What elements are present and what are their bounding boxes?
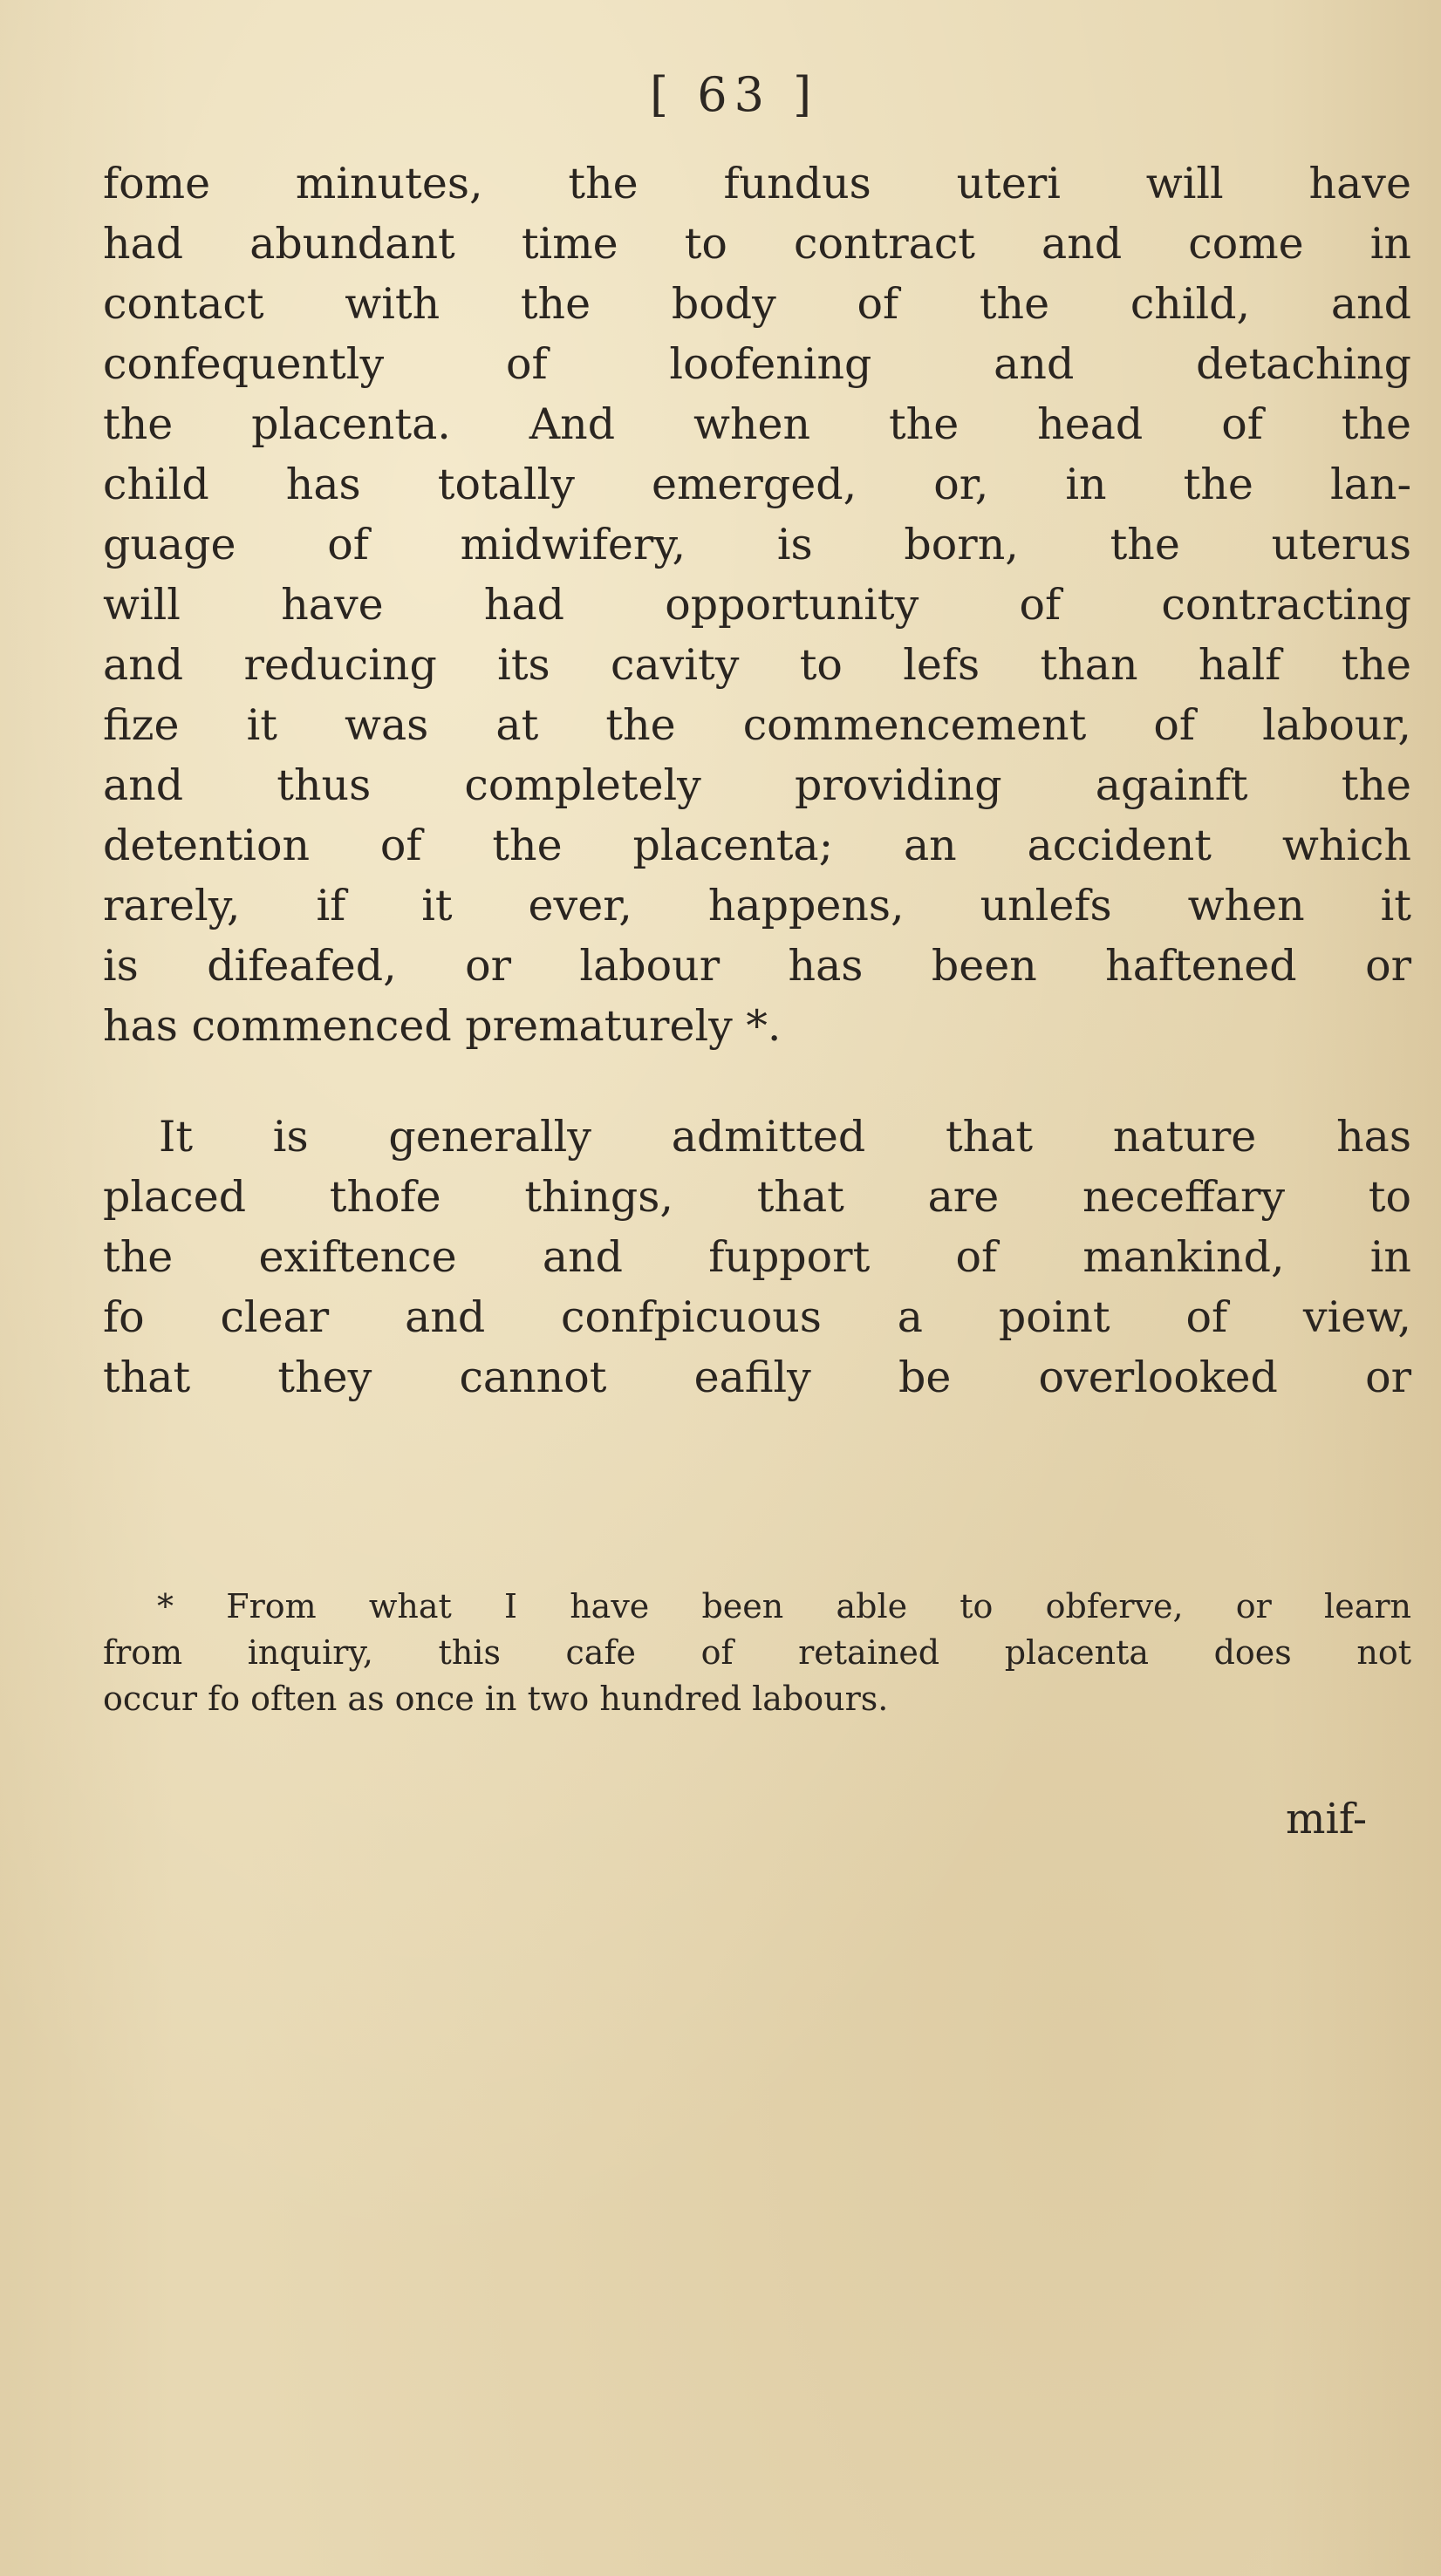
- text-line: placed thofe things, that are neceffary to: [103, 1172, 1411, 1222]
- text-line: fome minutes, the fundus uteri will have: [103, 159, 1411, 208]
- footnote-line: from inquiry, this cafe of retained placenta does not: [103, 1633, 1411, 1672]
- text-line: child has totally emerged, or, in the lan-: [103, 460, 1411, 509]
- text-line: will have had opportunity of contracting: [103, 580, 1411, 630]
- text-line: had abundant time to contract and come in: [103, 219, 1411, 269]
- paragraph-spacing: [103, 1056, 1411, 1107]
- footnote: [103, 1584, 1411, 1722]
- main-text: [103, 153, 1411, 1407]
- footnote-line: * From what I have been able to obferve, or learn: [157, 1587, 1411, 1625]
- text-line: contact with the body of the child, and: [103, 279, 1411, 329]
- text-line: fize it was at the commencement of labour,: [103, 700, 1411, 750]
- text-line: detention of the placenta; an accident which: [103, 821, 1411, 870]
- paragraph-1: [103, 153, 1411, 1056]
- text-line: that they cannot eafily be overlooked or: [103, 1353, 1411, 1402]
- text-line: It is generally admitted that nature has: [159, 1112, 1411, 1162]
- text-line: guage of midwifery, is born, the uterus: [103, 520, 1411, 569]
- text-line: and reducing its cavity to lefs than half the: [103, 640, 1411, 690]
- footnote-line: occur fo often as once in two hundred labours.: [103, 1680, 889, 1718]
- text-line: rarely, if it ever, happens, unlefs when it: [103, 881, 1411, 930]
- catchword: mif-: [1286, 1795, 1368, 1843]
- text-line: confequently of loofening and detaching: [103, 339, 1411, 389]
- text-line: and thus completely providing againft the: [103, 760, 1411, 810]
- text-line: the placenta. And when the head of the: [103, 399, 1411, 449]
- text-line: has commenced prematurely *.: [103, 1001, 782, 1051]
- page-number-header: [ 63 ]: [650, 67, 819, 122]
- text-line: the exiftence and fupport of mankind, in: [103, 1232, 1411, 1282]
- text-line: fo clear and confpicuous a point of view,: [103, 1292, 1411, 1342]
- paragraph-2: [103, 1107, 1411, 1407]
- text-line: is difeafed, or labour has been haftened or: [103, 941, 1411, 991]
